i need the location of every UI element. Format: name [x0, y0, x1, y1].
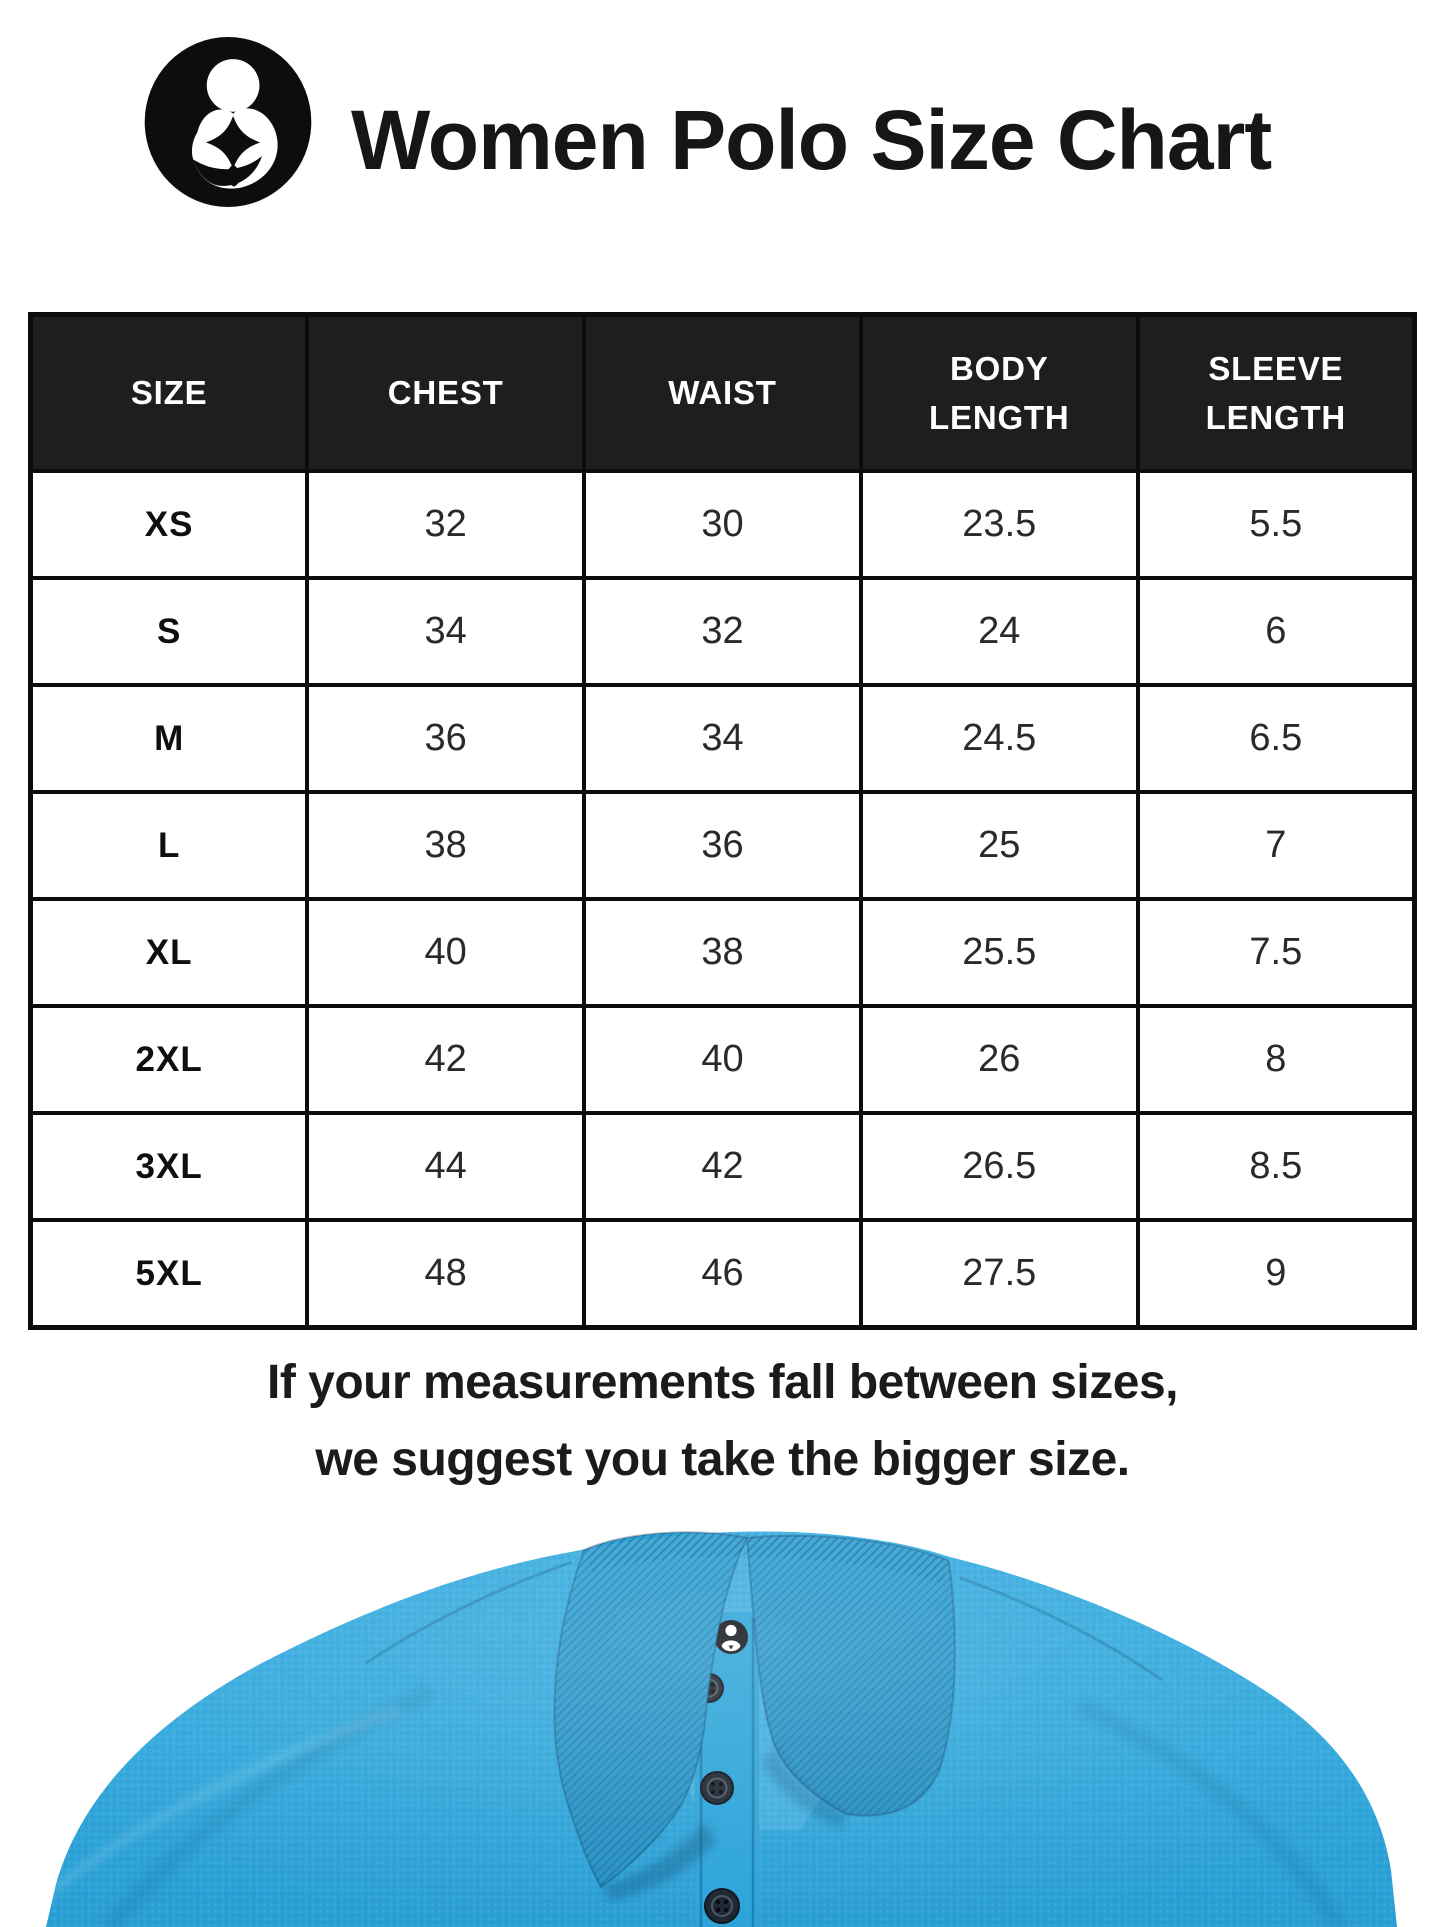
waist-cell: 30: [584, 471, 861, 578]
size-cell: M: [31, 685, 308, 792]
body-length-cell: 23.5: [861, 471, 1138, 578]
chest-cell: 40: [307, 899, 584, 1006]
body-length-cell: 25: [861, 792, 1138, 899]
table-row-5xl: [31, 1220, 1415, 1328]
table-row-s: [31, 578, 1415, 685]
column-header-size: SIZE: [31, 315, 308, 472]
chest-cell: 36: [307, 685, 584, 792]
sleeve-length-cell: 6.5: [1138, 685, 1415, 792]
brand-logo-icon: [143, 36, 313, 208]
size-cell: L: [31, 792, 308, 899]
waist-cell: 34: [584, 685, 861, 792]
size-cell: 2XL: [31, 1006, 308, 1113]
waist-cell: 36: [584, 792, 861, 899]
body-length-cell: 25.5: [861, 899, 1138, 1006]
chest-cell: 42: [307, 1006, 584, 1113]
waist-cell: 46: [584, 1220, 861, 1328]
chest-cell: 48: [307, 1220, 584, 1328]
waist-cell: 42: [584, 1113, 861, 1220]
waist-cell: 40: [584, 1006, 861, 1113]
size-cell: S: [31, 578, 308, 685]
size-cell: XL: [31, 899, 308, 1006]
body-length-cell: 26: [861, 1006, 1138, 1113]
table-row-3xl: [31, 1113, 1415, 1220]
size-cell: 5XL: [31, 1220, 308, 1328]
waist-cell: 32: [584, 578, 861, 685]
polo-shirt-image: [0, 1500, 1445, 1927]
size-cell: XS: [31, 471, 308, 578]
sleeve-length-cell: 7.5: [1138, 899, 1415, 1006]
table-row-m: [31, 685, 1415, 792]
sizing-note: [0, 1344, 1445, 1498]
sleeve-length-cell: 5.5: [1138, 471, 1415, 578]
sizing-note-line2: we suggest you take the bigger size.: [315, 1433, 1130, 1486]
column-header-sleeve-length: SLEEVE LENGTH: [1138, 315, 1415, 472]
chest-cell: 32: [307, 471, 584, 578]
column-header-chest: CHEST: [307, 315, 584, 472]
sleeve-length-cell: 8.5: [1138, 1113, 1415, 1220]
column-header-waist: WAIST: [584, 315, 861, 472]
sleeve-length-cell: 6: [1138, 578, 1415, 685]
column-header-body-length: BODY LENGTH: [861, 315, 1138, 472]
sleeve-length-cell: 7: [1138, 792, 1415, 899]
waist-cell: 38: [584, 899, 861, 1006]
table-row-2xl: [31, 1006, 1415, 1113]
sleeve-length-cell: 8: [1138, 1006, 1415, 1113]
sizing-note-line1: If your measurements fall between sizes,: [266, 1356, 1178, 1409]
table-row-l: [31, 792, 1415, 899]
sleeve-length-cell: 9: [1138, 1220, 1415, 1328]
table-row-xl: [31, 899, 1415, 1006]
size-cell: 3XL: [31, 1113, 308, 1220]
chest-cell: 38: [307, 792, 584, 899]
page-title: Women Polo Size Chart: [351, 93, 1272, 187]
chest-cell: 44: [307, 1113, 584, 1220]
body-length-cell: 24.5: [861, 685, 1138, 792]
body-length-cell: 24: [861, 578, 1138, 685]
size-chart-table: [28, 312, 1417, 1330]
chest-cell: 34: [307, 578, 584, 685]
table-row-xs: [31, 471, 1415, 578]
body-length-cell: 26.5: [861, 1113, 1138, 1220]
body-length-cell: 27.5: [861, 1220, 1138, 1328]
table-header-row: [31, 315, 1415, 472]
